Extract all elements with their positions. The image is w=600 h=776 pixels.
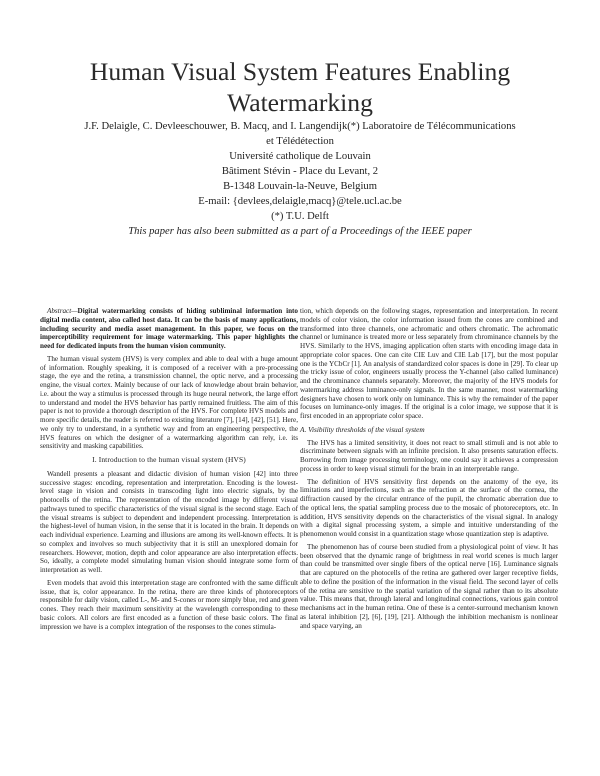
left-column [40, 307, 298, 635]
university: Université catholique de Louvain [229, 151, 371, 162]
abstract [40, 307, 298, 351]
body-paragraph: The HVS has a limited sensitivity, it does not react to small stimuli and is not able to discriminate between signals with an infinite precision. It also presents saturation effects. Borrowing from image processing terminology, one could say it achieves a compression process in order to keep visual stimuli for the brain in an interpretable range. [300, 438, 558, 473]
subsection-heading-a: A. Visibility thresholds of the visual system [300, 424, 425, 434]
body-paragraph: Wandell presents a pleasant and didactic division of human vision [42] into three successive stages: encoding, representation and interpretation. Encoding is the lowest-level stage in vision and consists in transcoding light into electric signals, by the photocells of the retina. The representation of the encoded image by different visual pathways tuned to specific characteristics of the visual signal is the second stage. Each of the visual streams is subject to dependent and independent processing. Interpretation is the highest-level of human vision, in the sense that it is located in the brain. It depends on each individual experience. Learning and illusions are among its well-known effects. It is so complex and involves so much subjectivity that it is still an unexplored domain for researchers. However, motion, depth and color appearance are also interpretation effects. So, ideally, a complete model simulating human vision should integrate some form of interpretation as well. [40, 469, 298, 574]
paper-title-line-1: Human Visual System Features Enabling [89, 57, 511, 86]
authors-line-1: J.F. Delaigle, C. Devleeschouwer, B. Macq, and I. Langendijk(*) Laboratoire de Télécommunications [84, 121, 516, 132]
paper-title [20, 56, 580, 118]
author-block [20, 119, 580, 239]
abstract-label: Abstract— [47, 307, 78, 315]
right-column [300, 307, 558, 634]
delft-affiliation: (*) T.U. Delft [271, 211, 329, 222]
body-paragraph: The definition of HVS sensitivity first depends on the anatomy of the eye, its limitations and imperfections, such as the refraction at the surface of the cornea, the diffraction caused by the circular entrance of the pupil, the chromatic aberration due to the optical lens, the spatial sampling process due to the mosaic of photoreceptors, etc. In addition, HVS sensitivity depends on the characteristics of the visual signal. In analogy with a digital signal processing system, a simple and intuitive understanding of the phenomenon would consist in a quantization stage whose quantization step is adaptive. [300, 477, 558, 538]
city-address: B-1348 Louvain-la-Neuve, Belgium [223, 181, 377, 192]
section-heading-1: I. Introduction to the human visual system (HVS) [92, 455, 246, 464]
submission-note: This paper has also been submitted as a part of a Proceedings of the IEEE paper [128, 226, 472, 237]
building-address: Bâtiment Stévin - Place du Levant, 2 [221, 166, 379, 177]
authors-line-2: et Télédétection [266, 136, 334, 147]
body-paragraph: tion, which depends on the following stages, representation and interpretation. In recent models of color vision, the color information issued from the cones are combined and transformed into three channels, one achromatic and others chromatic. The achromatic channel or luminance is treated more or less separately from chrominance channels by the HVS. Similarly to the HVS, imaging application often starts with encoding image data in appropriate color spaces. One can cite CIE Luv and CIE Lab [17], but the most popular one is the YCbCr [1]. An analysis of standardized color spaces is done in [29]. To clear up the tricky issue of color, engineers usually process the Y-channel (also called luminance) and the chrominance channels separately. Moreover, the majority of the HVS models for watermarking address luminance-only signals. In the same manner, most watermarking designers have chosen to work only on luminance. This is why the remainder of the paper focuses on luminance-only images. If the original is a color image, we suppose that it is first encoded in an appropriate color space. [300, 307, 558, 420]
paper-title-line-2: Watermarking [227, 88, 373, 117]
abstract-text: Digital watermarking consists of hiding subliminal information into digital media content, also called host data. It can be the basis of many applications, including security and media asset management. In this paper, we focus on the imperceptibility requirement for image watermarking. This paper highlights the need for dedicated inputs from the human vision community. [40, 307, 298, 350]
intro-paragraph: The human visual system (HVS) is very complex and able to deal with a huge amount of information. Roughly speaking, it is composed of a receiver with a pre-processing stage, the eye and the retina, a transmission channel, the optic nerve, and a processing engine, the visual cortex. Mainly because of our lack of knowledge about brain behavior, i.e. about the way a stimulus is processed through its huge neural network, the large effort to understand and model the HVS behavior has partly remained fruitless. The aim of this paper is not to provide a thorough description of the HVS. For complete HVS models and more specific details, the reader is referred to existing literature [7], [14], [42], [51]. Here, we only try to understand, in a synthetic way and from an engineering perspective, the HVS features on which the designer of a watermarking algorithm can rely, i.e. its sensitivity and masking capabilities. [40, 354, 298, 451]
body-paragraph: Even models that avoid this interpretation stage are confronted with the same difficult issue, that is, color appearance. In the retina, there are three kinds of photoreceptors responsible for daily vision, called L-, M- and S-cones or more simply blue, red and green cones. They reach their maximum sensitivity at the wavelength corresponding to these basic colors. All colors are first encoded as a function of these basic colors. The final impression we have is a complex integration of the responses to the cones stimula- [40, 578, 298, 631]
author-email: E-mail: {devlees,delaigle,macq}@tele.ucl.ac.be [198, 196, 402, 207]
body-paragraph: The phenomenon has of course been studied from a physiological point of view. It has been observed that the dynamic range of brightness in real world scenes is much larger than could be transmitted over single fibers of the optical nerve [16]. Luminance signals that are captured on the photocells of the retina are gathered over larger receptive fields, able to define the position of the information in the visual field. The second layer of cells of the retina are sensitive to the spatial variation of the signal rather than to its absolute value. This means that, through lateral and longitudinal connections, various gain control mechanisms act in the human retina. One of these is a center-surround mechanism known as lateral inhibition [2], [6], [19], [21]. Although the inhibition mechanism is nonlinear and space varying, an [300, 542, 558, 630]
